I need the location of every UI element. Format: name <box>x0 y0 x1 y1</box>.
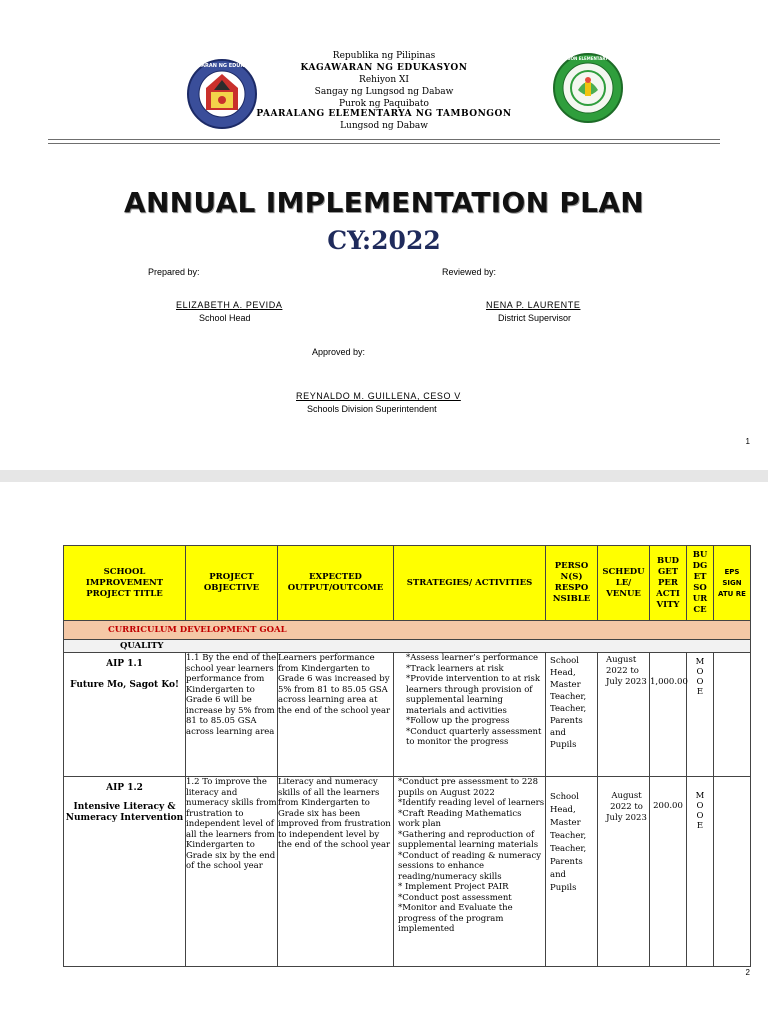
header-schedule: SCHEDU LE/ VENUE <box>598 546 650 621</box>
person-cell: School Head, Master Teacher, Teacher, Parents and Pupils <box>546 777 598 967</box>
table-row <box>64 777 751 967</box>
budget-cell: 200.00 <box>650 777 687 967</box>
page-two <box>0 482 768 1024</box>
aip-code: AIP 1.2 <box>106 783 143 793</box>
header-school: PAARALANG ELEMENTARYA NG TAMBONGON <box>256 109 512 119</box>
aip-name: Future Mo, Sagot Ko! <box>70 680 179 690</box>
goal-row <box>64 621 751 640</box>
strategy-item: *Track learners at risk <box>406 663 504 674</box>
goal-label: CURRICULUM DEVELOPMENT GOAL <box>64 621 751 640</box>
approved-role: Schools Division Superintendent <box>307 404 437 414</box>
reviewed-name: NENA P. LAURENTE <box>486 300 581 310</box>
objective-cell: 1.1 By the end of the school year learners performance from Kindergarten to Grade 6 will be increase by 5% from 81 to 85.05 GSA across learning area <box>186 653 278 777</box>
aip-code: AIP 1.1 <box>106 659 143 669</box>
document-title: ANNUAL IMPLEMENTATION PLAN <box>123 186 645 219</box>
eps-signature-cell <box>714 653 751 777</box>
page-number-2: 2 <box>745 968 750 977</box>
aip-title-cell <box>64 777 186 967</box>
header-department: KAGAWARAN NG EDUKASYON <box>300 63 468 73</box>
header-output: EXPECTED OUTPUT/OUTCOME <box>278 546 394 621</box>
header-objective: PROJECT OBJECTIVE <box>186 546 278 621</box>
quality-row <box>64 640 751 653</box>
strategy-item: *Conduct quarterly assessment to monitor the progress <box>406 726 542 747</box>
strategy-item: *Conduct post assessment <box>398 892 512 903</box>
strategy-item: *Conduct pre assessment to 228 pupils on August 2022 <box>398 777 539 798</box>
header-divider <box>48 139 720 140</box>
header-budget: BUD GET PER ACTI VITY <box>650 546 687 621</box>
header-republic: Republika ng Pilipinas <box>332 51 436 61</box>
eps-signature-cell <box>714 777 751 967</box>
schedule-cell: August 2022 to July 2023 <box>598 777 650 967</box>
header-region: Rehiyon XI <box>359 75 409 85</box>
objective-cell: 1.2 To improve the literacy and numeracy skills from frustration to independent level of all the learners from Kindergarten to Grade six by the end of the school year <box>186 777 278 967</box>
prepared-name: ELIZABETH A. PEVIDA <box>176 300 283 310</box>
header-strategies: STRATEGIES/ ACTIVITIES <box>394 546 546 621</box>
strategy-item: *Follow up the progress <box>406 716 510 726</box>
header-district: Purok ng Paquibato <box>339 99 429 109</box>
quality-label: QUALITY <box>64 640 751 653</box>
output-cell: Literacy and numeracy skills of all the learners from Kindergarten to Grade six has been improved from frustration to independent level by the end of the school year <box>278 777 394 967</box>
strategies-cell <box>394 653 546 777</box>
table-row <box>64 653 751 777</box>
source-cell: M O O E <box>687 777 714 967</box>
aip-title-cell <box>64 653 186 777</box>
source-cell: M O O E <box>687 653 714 777</box>
header-project-title: SCHOOL IMPROVEMENT PROJECT TITLE <box>64 546 186 621</box>
strategy-item: * Implement Project PAIR <box>398 882 509 892</box>
prepared-role: School Head <box>199 313 251 323</box>
strategy-item: *Provide intervention to at risk learners through provision of supplemental learning materials and activities <box>406 674 540 716</box>
strategy-item: *Craft Reading Mathematics work plan <box>398 808 522 829</box>
approved-label: Approved by: <box>312 347 366 357</box>
header-division: Sangay ng Lungsod ng Dabaw <box>314 87 454 97</box>
header-eps: EPS SIGN ATU RE <box>714 546 751 621</box>
svg-text:TAMBONGON ELEMENTARY SCHOOL: TAMBONGON ELEMENTARY SCHOOL <box>548 56 628 61</box>
schedule-cell: August 2022 to July 2023 <box>598 653 650 777</box>
table-header-row <box>64 546 751 621</box>
strategy-item: *Conduct of reading & numeracy sessions to enhance reading/numeracy skills <box>398 850 542 882</box>
reviewed-label: Reviewed by: <box>442 267 497 277</box>
strategies-cell <box>394 777 546 967</box>
output-cell: Learners performance from Kindergarten to Grade 6 was increased by 5% from 81 to 85.05 GSA across learning area at the end of the school year <box>278 653 394 777</box>
page-number-1: 1 <box>745 437 750 446</box>
header-source: BU DG ET SO UR CE <box>687 546 714 621</box>
aip-table <box>63 545 751 967</box>
person-cell: School Head, Master Teacher, Teacher, Parents and Pupils <box>546 653 598 777</box>
prepared-label: Prepared by: <box>148 267 200 277</box>
header-person: PERSO N(S) RESPO NSIBLE <box>546 546 598 621</box>
svg-text:KAGAWARAN NG EDUKASYON: KAGAWARAN NG EDUKASYON <box>180 63 264 69</box>
strategy-item: *Monitor and Evaluate the progress of the program implemented <box>398 903 513 934</box>
header-divider-second <box>48 143 720 144</box>
page-gap <box>0 470 768 482</box>
aip-name: Intensive Literacy & Numeracy Intervention <box>65 802 184 823</box>
approved-name: REYNALDO M. GUILLENA, CESO V <box>296 391 461 401</box>
reviewed-role: District Supervisor <box>498 313 572 323</box>
strategy-item: *Identify reading level of learners <box>398 798 545 808</box>
page-one <box>0 0 768 470</box>
calendar-year: CY:2022 <box>327 226 441 255</box>
strategy-item: *Assess learner’s performance <box>406 653 539 663</box>
budget-cell: 1,000.00 <box>650 653 687 777</box>
header-city: Lungsod ng Dabaw <box>340 121 428 131</box>
strategy-item: *Gathering and reproduction of supplemental learning materials <box>398 829 539 850</box>
